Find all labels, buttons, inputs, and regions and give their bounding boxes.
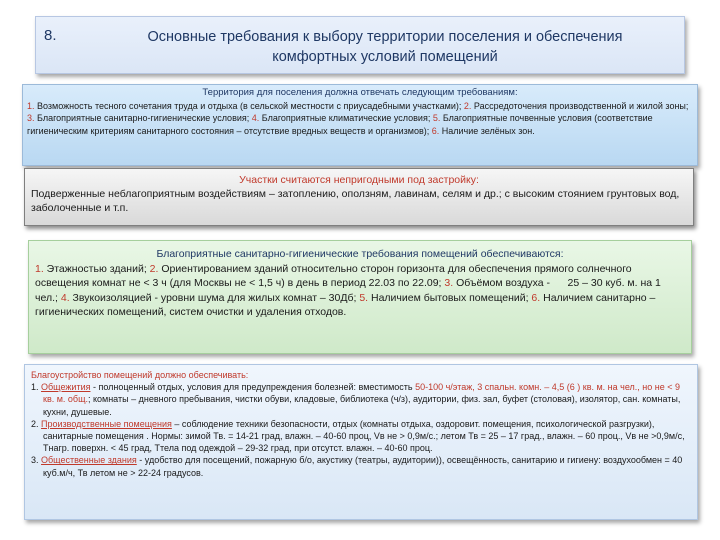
industrial-text: – соблюдение техники безопасности, отдых (комнаты отдыха, оздоровит. помещения, психологической разгрузки), санитарные помещения . Нормы: зимой Тв. = 14-21 град, влажн. – 40-60 проц, Vв не > 0,9м/с.; летом Тв = 25 – 17 град., влажн. – 60 проц., Vв не >0,9м/с, Тнагр. поверхн. < 45 град, Ттела под одеждой – 29-32 град, при отсутст. влажн. – 40-60 проц. (43, 418, 685, 454)
sanitary-text (35, 262, 685, 320)
improvement-heading: Благоустройство помещений должно обеспечивать: (31, 370, 249, 380)
territory-item-2: Рассредоточения производственной и жилой зоны; (471, 100, 689, 111)
improvement-item-public (31, 454, 691, 478)
sanitary-num-3: 3. (441, 277, 454, 289)
sanitary-item-1: Этажностью зданий; (43, 262, 147, 275)
unsuitable-heading: Участки считаются непригодными под застройку: (239, 174, 479, 186)
sanitary-num-2: 2. (146, 262, 159, 275)
territory-num-4: 4. (249, 113, 260, 123)
territory-requirements-box (22, 84, 698, 166)
territory-item-6: Наличие зелёных зон. (439, 125, 535, 136)
unsuitable-text: Подверженные неблагоприятным воздействиям – затоплению, оползням, лавинам, селям и др.; с высоким стоянием грунтовых вод, заболоченные и т.п. (31, 188, 680, 214)
sanitary-item-4: Звукоизоляцией - уровни шума для жилых комнат – 30Дб; (69, 291, 357, 304)
sanitary-num-4: 4. (57, 291, 70, 304)
dormitories-title: Общежития (41, 382, 91, 393)
territory-item-1: Возможность тесного сочетания труда и отдыха (в сельской местности с приусадебными участками); (34, 100, 462, 111)
territory-num-1: 1. (27, 100, 35, 111)
industrial-title: Производственные помещения (41, 418, 172, 429)
public-text: - удобство для посещений, пожарную б/о, акустику (театры, аудитории)), освещённость, санитарию и гигиену: воздухообмен = 40 куб.м/ч, Тв летом не > 22-24 градусов. (43, 455, 683, 478)
sanitary-item-5: Наличием бытовых помещений; (368, 291, 529, 304)
territory-item-4: Благоприятные климатические условия; (259, 113, 431, 123)
sanitary-item-2: Ориентированием зданий относительно сторон горизонта для обеспечения прямого солнечного освещения комнат не < 3 ч (для Москвы не < 1,5 ч) в день в период 22.03 по 22.09; (35, 262, 632, 289)
dormitories-text-b: ; комнаты – дневного пребывания, чистки обуви, кладовые, библиотека (ч/з), аудитории, физ. зал, буфет (столовая), изолятор, сан. комнаты, кухни, душевые. (43, 394, 681, 417)
public-title: Общественные здания (41, 455, 137, 466)
unsuitable-sites-box (24, 168, 694, 226)
sanitary-item-3: Объёмом воздуха - 25 – 30 куб. м. на 1 чел.; (35, 277, 664, 304)
territory-num-6: 6. (429, 125, 440, 136)
territory-item-3: Благоприятные санитарно-гигиенические условия; (34, 113, 250, 123)
slide-title-line1: Основные требования к выбору территории поселения и обеспечения (147, 29, 623, 45)
sanitary-requirements-box (28, 240, 692, 354)
slide-title-line2: комфортных условий помещений (272, 49, 498, 65)
improvement-num-2: 2. (31, 418, 39, 429)
improvement-box (24, 364, 698, 520)
territory-text (27, 100, 693, 138)
improvement-item-industrial (31, 418, 691, 455)
sanitary-heading: Благоприятные санитарно-гигиенические требования помещений обеспечиваются: (156, 248, 564, 260)
dormitories-highlight: 50-100 ч/этаж, 3 спальн. комн. – 4,5 (6 ) кв. м. на чел., но не < 9 кв. м. общ. (43, 382, 681, 405)
slide-title (96, 27, 674, 67)
sanitary-num-5: 5. (356, 291, 369, 304)
sanitary-num-1: 1. (35, 262, 44, 275)
territory-item-5: Благоприятные почвенные условия (соответствие гигиеническим критериям санитарного состояния – отсутствие вредных веществ и организмов); (27, 113, 653, 136)
dormitories-text-a: - полноценный отдых, условия для предупреждения болезней: вместимость (90, 382, 416, 393)
sanitary-item-6: Наличием санитарно – гигиенических помещений, систем очистки и удаления отходов. (35, 291, 656, 318)
improvement-item-dormitories (31, 381, 691, 418)
slide-number: 8. (44, 27, 57, 44)
territory-num-5: 5. (430, 113, 441, 123)
territory-heading: Территория для поселения должна отвечать следующим требованиям: (202, 87, 518, 98)
improvement-num-3: 3. (31, 455, 39, 466)
sanitary-num-6: 6. (528, 291, 541, 304)
slide-title-box (35, 16, 685, 74)
improvement-num-1: 1. (31, 382, 39, 393)
territory-num-3: 3. (27, 113, 35, 123)
territory-num-2: 2. (461, 100, 472, 111)
